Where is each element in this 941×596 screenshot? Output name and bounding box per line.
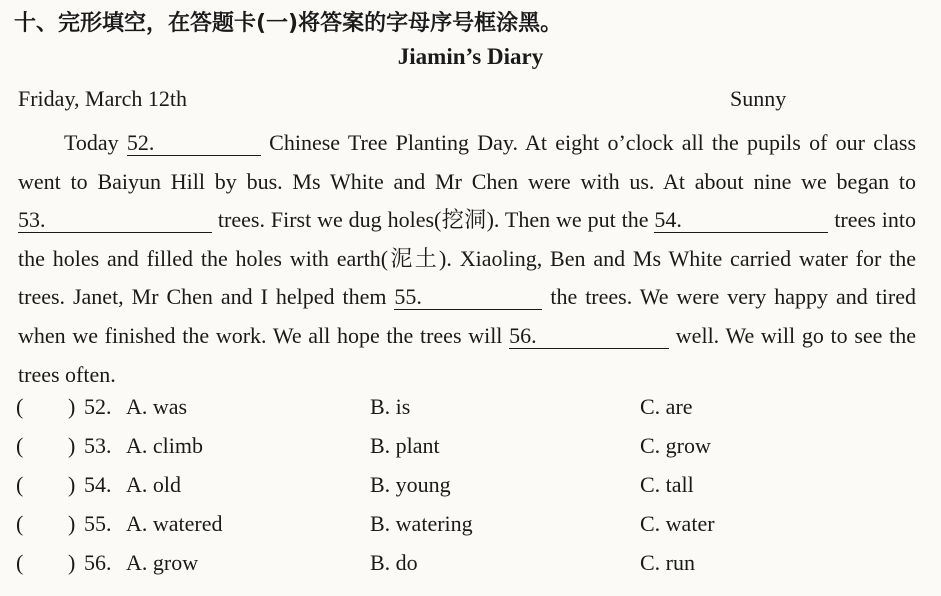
diary-title: Jiamin’s Diary xyxy=(397,44,544,69)
answer-paren-close: ) xyxy=(68,394,76,419)
option-b: B. is xyxy=(370,394,411,419)
question-number: 52. xyxy=(84,394,112,419)
blank-56: 56. xyxy=(509,324,669,349)
question-55 xyxy=(0,511,941,547)
passage-text: Today xyxy=(64,130,127,155)
option-a: A. watered xyxy=(126,511,223,536)
answer-paren-close: ) xyxy=(68,472,76,497)
answer-paren-close: ) xyxy=(68,433,76,458)
option-a: A. old xyxy=(126,472,181,497)
option-a: A. was xyxy=(126,394,188,419)
blank-54: 54. xyxy=(654,208,828,233)
passage-text: Chinese Tree Planting Day. At eight o’clock all the pupils of our class went to Baiyun Hill by bus. Ms White and Mr Chen were with us. At about nine we began to xyxy=(18,130,917,194)
option-c: C. run xyxy=(640,550,695,575)
blank-53: 53. xyxy=(18,208,212,233)
option-c: C. water xyxy=(640,511,715,536)
answer-paren-open: ( xyxy=(16,433,24,458)
diary-date: Friday, March 12th xyxy=(18,86,188,111)
blank-55: 55. xyxy=(394,285,542,310)
question-number: 55. xyxy=(84,511,112,536)
diary-weather: Sunny xyxy=(730,86,787,111)
question-number: 53. xyxy=(84,433,112,458)
passage-text: the trees. We were very happy and tired when we finished the work. We all hope the trees will xyxy=(18,284,916,348)
question-number: 56. xyxy=(84,550,112,575)
option-b: B. watering xyxy=(370,511,473,536)
answer-paren-close: ) xyxy=(68,511,76,536)
answer-paren-close: ) xyxy=(68,550,76,575)
cloze-passage xyxy=(18,124,916,394)
section-heading: 十、完形填空，在答题卡(一)将答案的字母序号框涂黑。 xyxy=(14,11,563,36)
option-b: B. plant xyxy=(370,433,440,458)
question-54 xyxy=(0,472,941,508)
question-56 xyxy=(0,550,941,586)
option-c: C. tall xyxy=(640,472,694,497)
question-52 xyxy=(0,394,941,430)
option-b: B. young xyxy=(370,472,451,497)
answer-paren-open: ( xyxy=(16,394,24,419)
option-b: B. do xyxy=(370,550,418,575)
option-a: A. climb xyxy=(126,433,203,458)
option-a: A. grow xyxy=(126,550,199,575)
blank-52: 52. xyxy=(127,131,261,156)
passage-text: trees into the holes and filled the holes with earth(泥土). Xiaoling, Ben and Ms White carried water for the trees. Janet, Mr Chen and I helped them xyxy=(18,207,916,310)
option-c: C. are xyxy=(640,394,693,419)
passage-text: trees. First we dug holes(挖洞). Then we put the xyxy=(212,207,655,233)
question-number: 54. xyxy=(84,472,112,497)
option-c: C. grow xyxy=(640,433,711,458)
question-53 xyxy=(0,433,941,469)
answer-paren-open: ( xyxy=(16,550,24,575)
answer-paren-open: ( xyxy=(16,511,24,536)
answer-paren-open: ( xyxy=(16,472,24,497)
passage-text: well. We will go to see the trees often. xyxy=(18,322,916,387)
